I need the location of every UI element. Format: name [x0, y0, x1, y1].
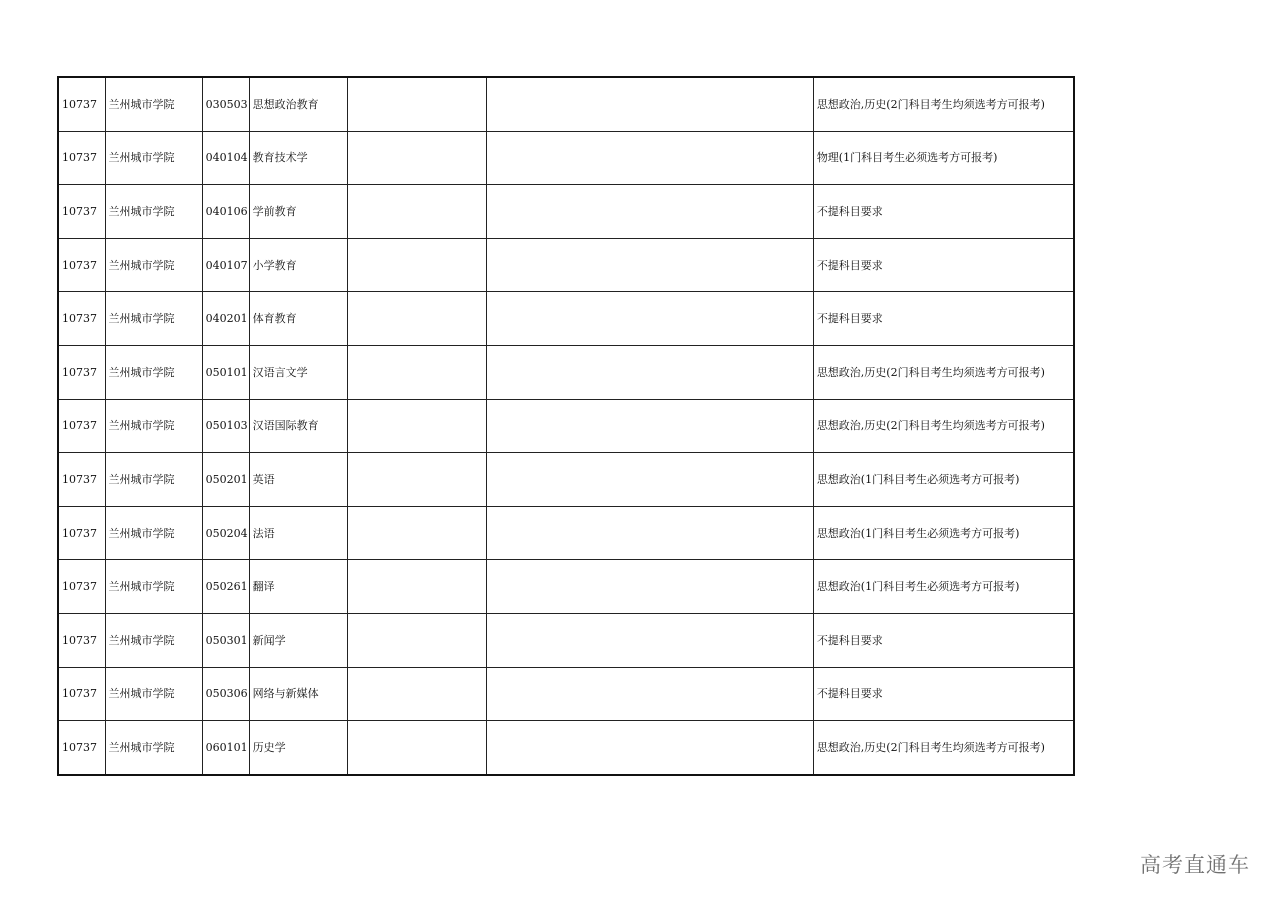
major-name-cell: 思想政治教育 — [249, 77, 347, 131]
school-code-cell: 10737 — [58, 560, 105, 614]
blank-cell — [347, 721, 486, 775]
major-name-cell: 学前教育 — [249, 185, 347, 239]
school-code-cell: 10737 — [58, 613, 105, 667]
school-code-cell: 10737 — [58, 667, 105, 721]
table-row — [58, 399, 1074, 453]
school-code-cell: 10737 — [58, 185, 105, 239]
blank-cell — [486, 506, 813, 560]
table-row — [58, 453, 1074, 507]
major-code-cell: 040201 — [202, 292, 249, 346]
table-row — [58, 292, 1074, 346]
blank-cell — [347, 238, 486, 292]
subject-requirement-cell: 不提科目要求 — [813, 613, 1074, 667]
subject-requirement-cell: 不提科目要求 — [813, 238, 1074, 292]
school-name-cell: 兰州城市学院 — [105, 185, 202, 239]
major-requirements-table — [57, 76, 1075, 776]
major-name-cell: 翻译 — [249, 560, 347, 614]
subject-requirement-cell: 思想政治,历史(2门科目考生均须选考方可报考) — [813, 721, 1074, 775]
table-row — [58, 506, 1074, 560]
blank-cell — [486, 667, 813, 721]
major-name-cell: 小学教育 — [249, 238, 347, 292]
major-code-cell: 050201 — [202, 453, 249, 507]
school-code-cell: 10737 — [58, 506, 105, 560]
school-name-cell: 兰州城市学院 — [105, 721, 202, 775]
subject-requirement-cell: 思想政治,历史(2门科目考生均须选考方可报考) — [813, 399, 1074, 453]
school-code-cell: 10737 — [58, 399, 105, 453]
major-code-cell: 050204 — [202, 506, 249, 560]
school-code-cell: 10737 — [58, 453, 105, 507]
school-name-cell: 兰州城市学院 — [105, 453, 202, 507]
major-name-cell: 网络与新媒体 — [249, 667, 347, 721]
blank-cell — [347, 453, 486, 507]
blank-cell — [486, 77, 813, 131]
major-name-cell: 历史学 — [249, 721, 347, 775]
table-row — [58, 77, 1074, 131]
school-name-cell: 兰州城市学院 — [105, 292, 202, 346]
blank-cell — [347, 185, 486, 239]
school-code-cell: 10737 — [58, 131, 105, 185]
blank-cell — [486, 238, 813, 292]
school-code-cell: 10737 — [58, 292, 105, 346]
blank-cell — [347, 345, 486, 399]
blank-cell — [347, 560, 486, 614]
blank-cell — [486, 131, 813, 185]
blank-cell — [347, 77, 486, 131]
school-name-cell: 兰州城市学院 — [105, 506, 202, 560]
subject-requirement-cell: 不提科目要求 — [813, 185, 1074, 239]
school-name-cell: 兰州城市学院 — [105, 238, 202, 292]
major-code-cell: 060101 — [202, 721, 249, 775]
table-row — [58, 345, 1074, 399]
table-row — [58, 721, 1074, 775]
blank-cell — [347, 506, 486, 560]
major-code-cell: 050261 — [202, 560, 249, 614]
school-name-cell: 兰州城市学院 — [105, 131, 202, 185]
school-code-cell: 10737 — [58, 77, 105, 131]
blank-cell — [486, 345, 813, 399]
major-name-cell: 英语 — [249, 453, 347, 507]
school-name-cell: 兰州城市学院 — [105, 345, 202, 399]
blank-cell — [347, 667, 486, 721]
subject-requirement-cell: 思想政治,历史(2门科目考生均须选考方可报考) — [813, 77, 1074, 131]
school-name-cell: 兰州城市学院 — [105, 560, 202, 614]
major-code-cell: 030503 — [202, 77, 249, 131]
school-code-cell: 10737 — [58, 721, 105, 775]
major-code-cell: 040107 — [202, 238, 249, 292]
major-code-cell: 050301 — [202, 613, 249, 667]
table-row — [58, 185, 1074, 239]
school-name-cell: 兰州城市学院 — [105, 667, 202, 721]
blank-cell — [486, 453, 813, 507]
subject-requirement-cell: 思想政治(1门科目考生必须选考方可报考) — [813, 560, 1074, 614]
school-code-cell: 10737 — [58, 345, 105, 399]
blank-cell — [486, 185, 813, 239]
subject-requirement-cell: 不提科目要求 — [813, 292, 1074, 346]
major-code-cell: 050103 — [202, 399, 249, 453]
table-row — [58, 613, 1074, 667]
table-body — [58, 77, 1074, 775]
blank-cell — [486, 292, 813, 346]
blank-cell — [347, 399, 486, 453]
blank-cell — [486, 721, 813, 775]
subject-requirement-cell: 思想政治,历史(2门科目考生均须选考方可报考) — [813, 345, 1074, 399]
major-name-cell: 新闻学 — [249, 613, 347, 667]
major-name-cell: 汉语言文学 — [249, 345, 347, 399]
table-row — [58, 667, 1074, 721]
table-row — [58, 131, 1074, 185]
subject-requirement-cell: 思想政治(1门科目考生必须选考方可报考) — [813, 506, 1074, 560]
table-row — [58, 560, 1074, 614]
watermark-text: 高考直通车 — [1140, 853, 1250, 877]
blank-cell — [486, 560, 813, 614]
blank-cell — [347, 292, 486, 346]
major-name-cell: 法语 — [249, 506, 347, 560]
school-name-cell: 兰州城市学院 — [105, 77, 202, 131]
major-code-cell: 050101 — [202, 345, 249, 399]
subject-requirement-cell: 思想政治(1门科目考生必须选考方可报考) — [813, 453, 1074, 507]
school-name-cell: 兰州城市学院 — [105, 613, 202, 667]
blank-cell — [347, 131, 486, 185]
major-name-cell: 体育教育 — [249, 292, 347, 346]
blank-cell — [486, 613, 813, 667]
major-code-cell: 040106 — [202, 185, 249, 239]
subject-requirement-cell: 不提科目要求 — [813, 667, 1074, 721]
blank-cell — [486, 399, 813, 453]
school-code-cell: 10737 — [58, 238, 105, 292]
major-code-cell: 050306 — [202, 667, 249, 721]
major-name-cell: 教育技术学 — [249, 131, 347, 185]
blank-cell — [347, 613, 486, 667]
school-name-cell: 兰州城市学院 — [105, 399, 202, 453]
major-code-cell: 040104 — [202, 131, 249, 185]
table-row — [58, 238, 1074, 292]
subject-requirement-cell: 物理(1门科目考生必须选考方可报考) — [813, 131, 1074, 185]
major-name-cell: 汉语国际教育 — [249, 399, 347, 453]
